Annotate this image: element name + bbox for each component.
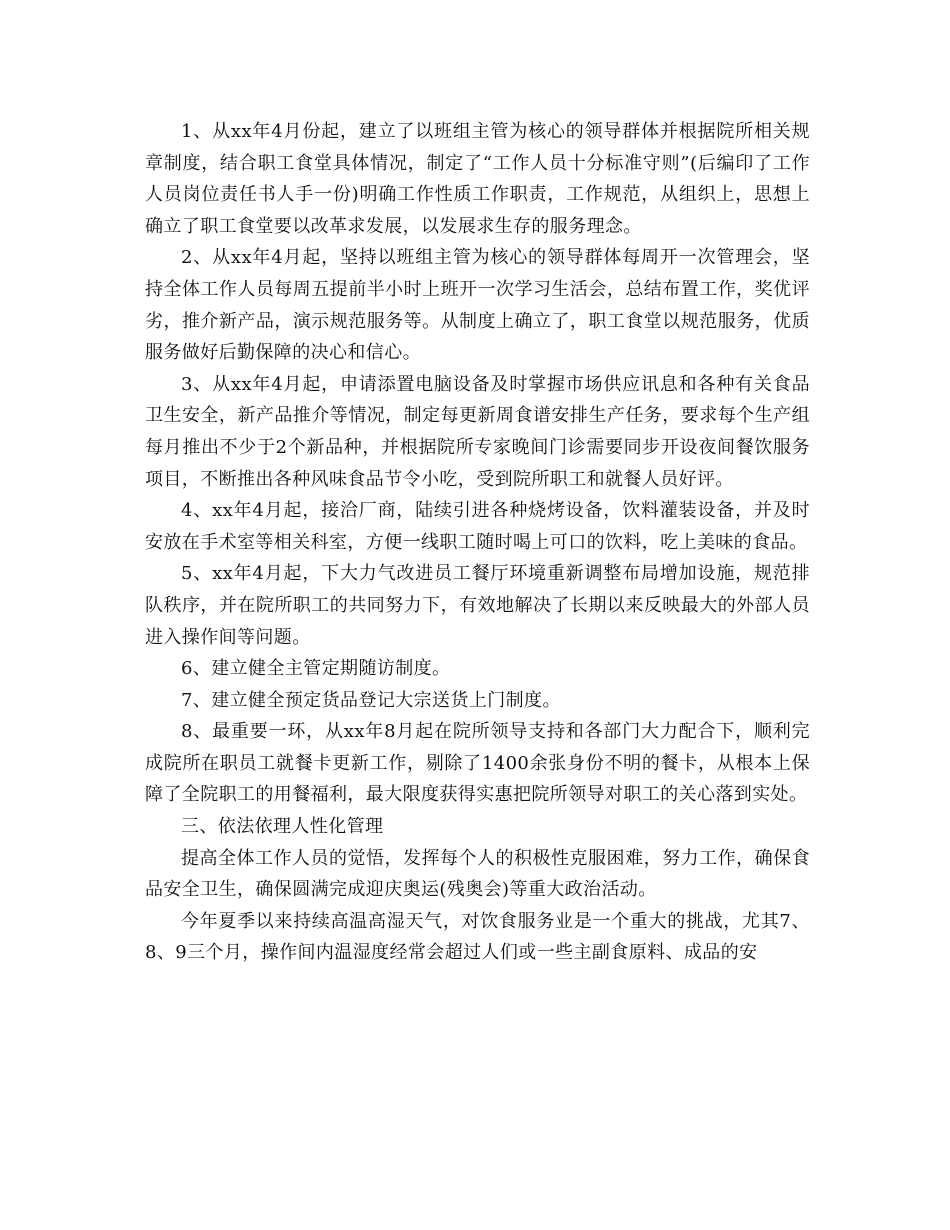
- paragraph-awareness: 提高全体工作人员的觉悟，发挥每个人的积极性克服困难，努力工作，确保食品安全卫生，确保圆满完成迎庆奥运(残奥会)等重大政治活动。: [145, 847, 810, 901]
- paragraph-item-2: 2、从xx年4月起，坚持以班组主管为核心的领导群体每周开一次管理会，坚持全体工作人员每周五提前半小时上班开一次学习生活会，总结布置工作，奖优评劣，推介新产品，演示规范服务等。从制度上确立了，职工食堂以规范服务，优质服务做好后勤保障的决心和信心。: [145, 247, 810, 364]
- section-heading: 三、依法依理人性化管理: [181, 816, 384, 838]
- paragraph-item-7: 7、建立健全预定货品登记大宗送货上门制度。: [181, 689, 561, 711]
- document-body: [145, 116, 810, 969]
- paragraph-item-4: 4、xx年4月起，接洽厂商，陆续引进各种烧烤设备，饮料灌装设备，并及时安放在手术室等相关科室，方便一线职工随时喝上可口的饮料，吃上美味的食品。: [145, 500, 810, 553]
- paragraph-item-8: 8、最重要一环，从xx年8月起在院所领导支持和各部门大力配合下，顺利完成院所在职员工就餐卡更新工作，剔除了1400余张身份不明的餐卡，从根本上保障了全院职工的用餐福利，最大限度获得实惠把院所领导对职工的关心落到实处。: [145, 721, 810, 806]
- paragraph-item-5: 5、xx年4月起，下大力气改进员工餐厅环境重新调整布局增加设施，规范排队秩序，并在院所职工的共同努力下，有效地解决了长期以来反映最大的外部人员进入操作间等问题。: [145, 563, 810, 648]
- paragraph-item-3: 3、从xx年4月起，申请添置电脑设备及时掌握市场供应讯息和各种有关食品卫生安全，新产品推介等情况，制定每更新周食谱安排生产任务，要求每个生产组每月推出不少于2个新品种，并根据院所专家晚间门诊需要同步开设夜间餐饮服务项目，不断推出各种风味食品节令小吃，受到院所职工和就餐人员好评。: [145, 373, 810, 490]
- paragraph-item-1: 1、从xx年4月份起，建立了以班组主管为核心的领导群体并根据院所相关规章制度，结合职工食堂具体情况，制定了“工作人员十分标准守则”(后编印了工作人员岗位责任书人手一份)明确工作性质工作职责，工作规范，从组织上，思想上确立了职工食堂要以改革求发展，以发展求生存的服务理念。: [145, 121, 810, 237]
- paragraph-summer: 今年夏季以来持续高温高湿天气，对饮食服务业是一个重大的挑战，尤其7、8、9三个月，操作间内温湿度经常会超过人们或一些主副食原料、成品的安: [145, 910, 810, 964]
- paragraph-item-6: 6、建立健全主管定期随访制度。: [181, 658, 451, 680]
